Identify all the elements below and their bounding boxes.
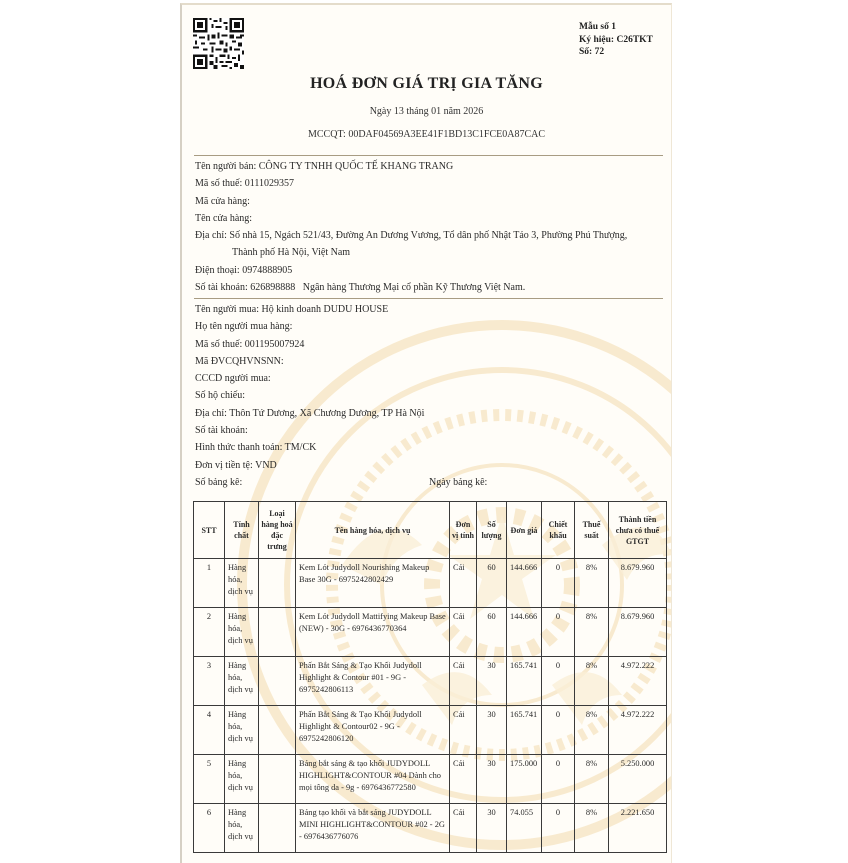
cell-item-name: Bảng tạo khối và bắt sáng JUDYDOLL MINI HIGHLIGHT&CONTOUR #02 - 2G - 6976436776076 xyxy=(296,804,450,853)
cell-nature: Hàng hóa, dịch vụ xyxy=(225,608,259,657)
buyer-budget-unit-code: Mã ĐVCQHVNSNN: xyxy=(195,355,284,367)
cell-amount: 4.972.222 xyxy=(609,706,667,755)
cell-nature: Hàng hóa, dịch vụ xyxy=(225,755,259,804)
list-info xyxy=(195,474,663,491)
table-row xyxy=(194,755,667,804)
cell-tax-rate: 8% xyxy=(575,657,609,706)
seller-tax-code: Mã số thuế: 0111029357 xyxy=(195,178,294,190)
cell-discount: 0 xyxy=(542,706,575,755)
cell-quantity: 30 xyxy=(477,755,507,804)
col-header-stt: STT xyxy=(194,502,225,559)
cell-special-type xyxy=(259,657,296,706)
cell-unit-price: 165.741 xyxy=(507,706,542,755)
cell-nature: Hàng hóa, dịch vụ xyxy=(225,706,259,755)
cell-quantity: 30 xyxy=(477,706,507,755)
col-header-quantity: Số lượng xyxy=(477,502,507,559)
cell-quantity: 30 xyxy=(477,657,507,706)
cell-discount: 0 xyxy=(542,804,575,853)
cell-discount: 0 xyxy=(542,755,575,804)
list-number: Số bảng kê: xyxy=(195,476,243,488)
currency: Đơn vị tiền tệ: VND xyxy=(195,459,277,471)
invoice-number: Số: 72 xyxy=(579,47,605,57)
cell-discount: 0 xyxy=(542,559,575,608)
cell-stt: 1 xyxy=(194,559,225,608)
cell-unit-price: 144.666 xyxy=(507,608,542,657)
cell-item-name: Phấn Bắt Sáng & Tạo Khối Judydoll Highlight & Contour02 - 9G - 6975242806120 xyxy=(296,706,450,755)
table-row xyxy=(194,804,667,853)
cell-tax-rate: 8% xyxy=(575,706,609,755)
cell-amount: 2.221.650 xyxy=(609,804,667,853)
seller-info xyxy=(195,158,663,296)
cell-unit: Cái xyxy=(450,706,477,755)
invoice-meta xyxy=(579,21,663,59)
cell-amount: 5.250.000 xyxy=(609,755,667,804)
cell-special-type xyxy=(259,559,296,608)
cell-item-name: Kem Lót Judydoll Nourishing Makeup Base 30G - 6975242802429 xyxy=(296,559,450,608)
cell-unit: Cái xyxy=(450,657,477,706)
cell-nature: Hàng hóa, dịch vụ xyxy=(225,657,259,706)
invoice-page xyxy=(180,3,672,863)
invoice-date: Ngày 13 tháng 01 năm 2026 xyxy=(369,106,484,117)
cell-discount: 0 xyxy=(542,608,575,657)
buyer-passport: Số hộ chiếu: xyxy=(195,390,245,402)
cell-unit-price: 74.055 xyxy=(507,804,542,853)
col-header-unit-price: Đơn giá xyxy=(507,502,542,559)
cell-tax-rate: 8% xyxy=(575,608,609,657)
cell-discount: 0 xyxy=(542,657,575,706)
invoice-title: HOÁ ĐƠN GIÁ TRỊ GIA TĂNG xyxy=(310,75,543,92)
cell-unit-price: 144.666 xyxy=(507,559,542,608)
table-row xyxy=(194,657,667,706)
cell-quantity: 60 xyxy=(477,559,507,608)
form-number: Mẫu số 1 xyxy=(579,22,616,32)
cell-special-type xyxy=(259,608,296,657)
cell-nature: Hàng hóa, dịch vụ xyxy=(225,804,259,853)
seller-name: Tên người bán: CÔNG TY TNHH QUỐC TẾ KHANG TRANG xyxy=(195,161,454,172)
seller-phone: Điện thoại: 0974888905 xyxy=(195,264,293,276)
table-row xyxy=(194,608,667,657)
cell-special-type xyxy=(259,804,296,853)
table-row xyxy=(194,706,667,755)
col-header-nature: Tính chất xyxy=(225,502,259,559)
qr-code-icon xyxy=(193,17,244,70)
cell-stt: 2 xyxy=(194,608,225,657)
cell-amount: 4.972.222 xyxy=(609,657,667,706)
cell-quantity: 30 xyxy=(477,804,507,853)
cell-unit: Cái xyxy=(450,559,477,608)
cell-unit: Cái xyxy=(450,804,477,853)
col-header-tax-rate: Thuế suất xyxy=(575,502,609,559)
payment-method: Hình thức thanh toán: TM/CK xyxy=(195,442,317,454)
seller-address: Địa chỉ: Số nhà 15, Ngách 521/43, Đường An Dương Vương, Tổ dân phố Nhật Tảo 3, Phường Phú Thượng, xyxy=(195,230,628,242)
divider xyxy=(194,298,663,299)
cell-unit: Cái xyxy=(450,608,477,657)
cell-tax-rate: 8% xyxy=(575,755,609,804)
cell-unit-price: 175.000 xyxy=(507,755,542,804)
cell-stt: 5 xyxy=(194,755,225,804)
buyer-citizen-id: CCCD người mua: xyxy=(195,373,271,385)
buyer-address: Địa chỉ: Thôn Tứ Dương, Xã Chương Dương, TP Hà Nội xyxy=(195,407,425,419)
table-header-row xyxy=(194,502,667,559)
cell-unit: Cái xyxy=(450,755,477,804)
cell-amount: 8.679.960 xyxy=(609,559,667,608)
seller-store-name: Tên cửa hàng: xyxy=(195,212,253,224)
cell-special-type xyxy=(259,706,296,755)
cell-tax-rate: 8% xyxy=(575,804,609,853)
cell-item-name: Phấn Bắt Sáng & Tạo Khối Judydoll Highlight & Contour #01 - 9G - 6975242806113 xyxy=(296,657,450,706)
col-header-discount: Chiết khấu xyxy=(542,502,575,559)
cell-item-name: Bảng bắt sáng & tạo khối JUDYDOLL HIGHLIGHT&CONTOUR #04 Dành cho mọi tông da - 9g - 6976436772580 xyxy=(296,755,450,804)
table-row xyxy=(194,559,667,608)
buyer-info xyxy=(195,301,663,491)
cell-nature: Hàng hóa, dịch vụ xyxy=(225,559,259,608)
cell-stt: 3 xyxy=(194,657,225,706)
divider xyxy=(194,155,663,156)
cell-amount: 8.679.960 xyxy=(609,608,667,657)
cell-stt: 4 xyxy=(194,706,225,755)
list-date: Ngày bảng kê: xyxy=(429,476,488,488)
cell-special-type xyxy=(259,755,296,804)
tax-authority-code: MCCQT: 00DAF04569A3EE41F1BD13C1FCE0A87CAC xyxy=(307,129,546,140)
col-header-item-name: Tên hàng hóa, dịch vụ xyxy=(296,502,450,559)
buyer-tax-code: Mã số thuế: 001195007924 xyxy=(195,338,305,350)
cell-unit-price: 165.741 xyxy=(507,657,542,706)
col-header-amount: Thành tiền chưa có thuế GTGT xyxy=(609,502,667,559)
invoice-symbol: Ký hiệu: C26TKT xyxy=(579,34,653,45)
cell-item-name: Kem Lót Judydoll Mattifying Makeup Base (NEW) - 30G - 6976436770364 xyxy=(296,608,450,657)
buyer-bank-account: Số tài khoản: xyxy=(195,425,248,437)
seller-address-cont: Thành phố Hà Nội, Việt Nam xyxy=(232,247,351,259)
buyer-name: Tên người mua: Hộ kinh doanh DUDU HOUSE xyxy=(195,304,389,315)
cell-quantity: 60 xyxy=(477,608,507,657)
col-header-special-type: Loại hàng hoá đặc trưng xyxy=(259,502,296,559)
col-header-unit: Đơn vị tính xyxy=(450,502,477,559)
cell-stt: 6 xyxy=(194,804,225,853)
seller-bank-account: Số tài khoản: 626898888 Ngân hàng Thương Mại cổ phần Kỹ Thương Việt Nam. xyxy=(195,282,526,294)
buyer-full-name: Họ tên người mua hàng: xyxy=(195,321,293,333)
cell-tax-rate: 8% xyxy=(575,559,609,608)
items-table xyxy=(193,501,667,853)
seller-store-code: Mã cửa hàng: xyxy=(195,195,250,207)
